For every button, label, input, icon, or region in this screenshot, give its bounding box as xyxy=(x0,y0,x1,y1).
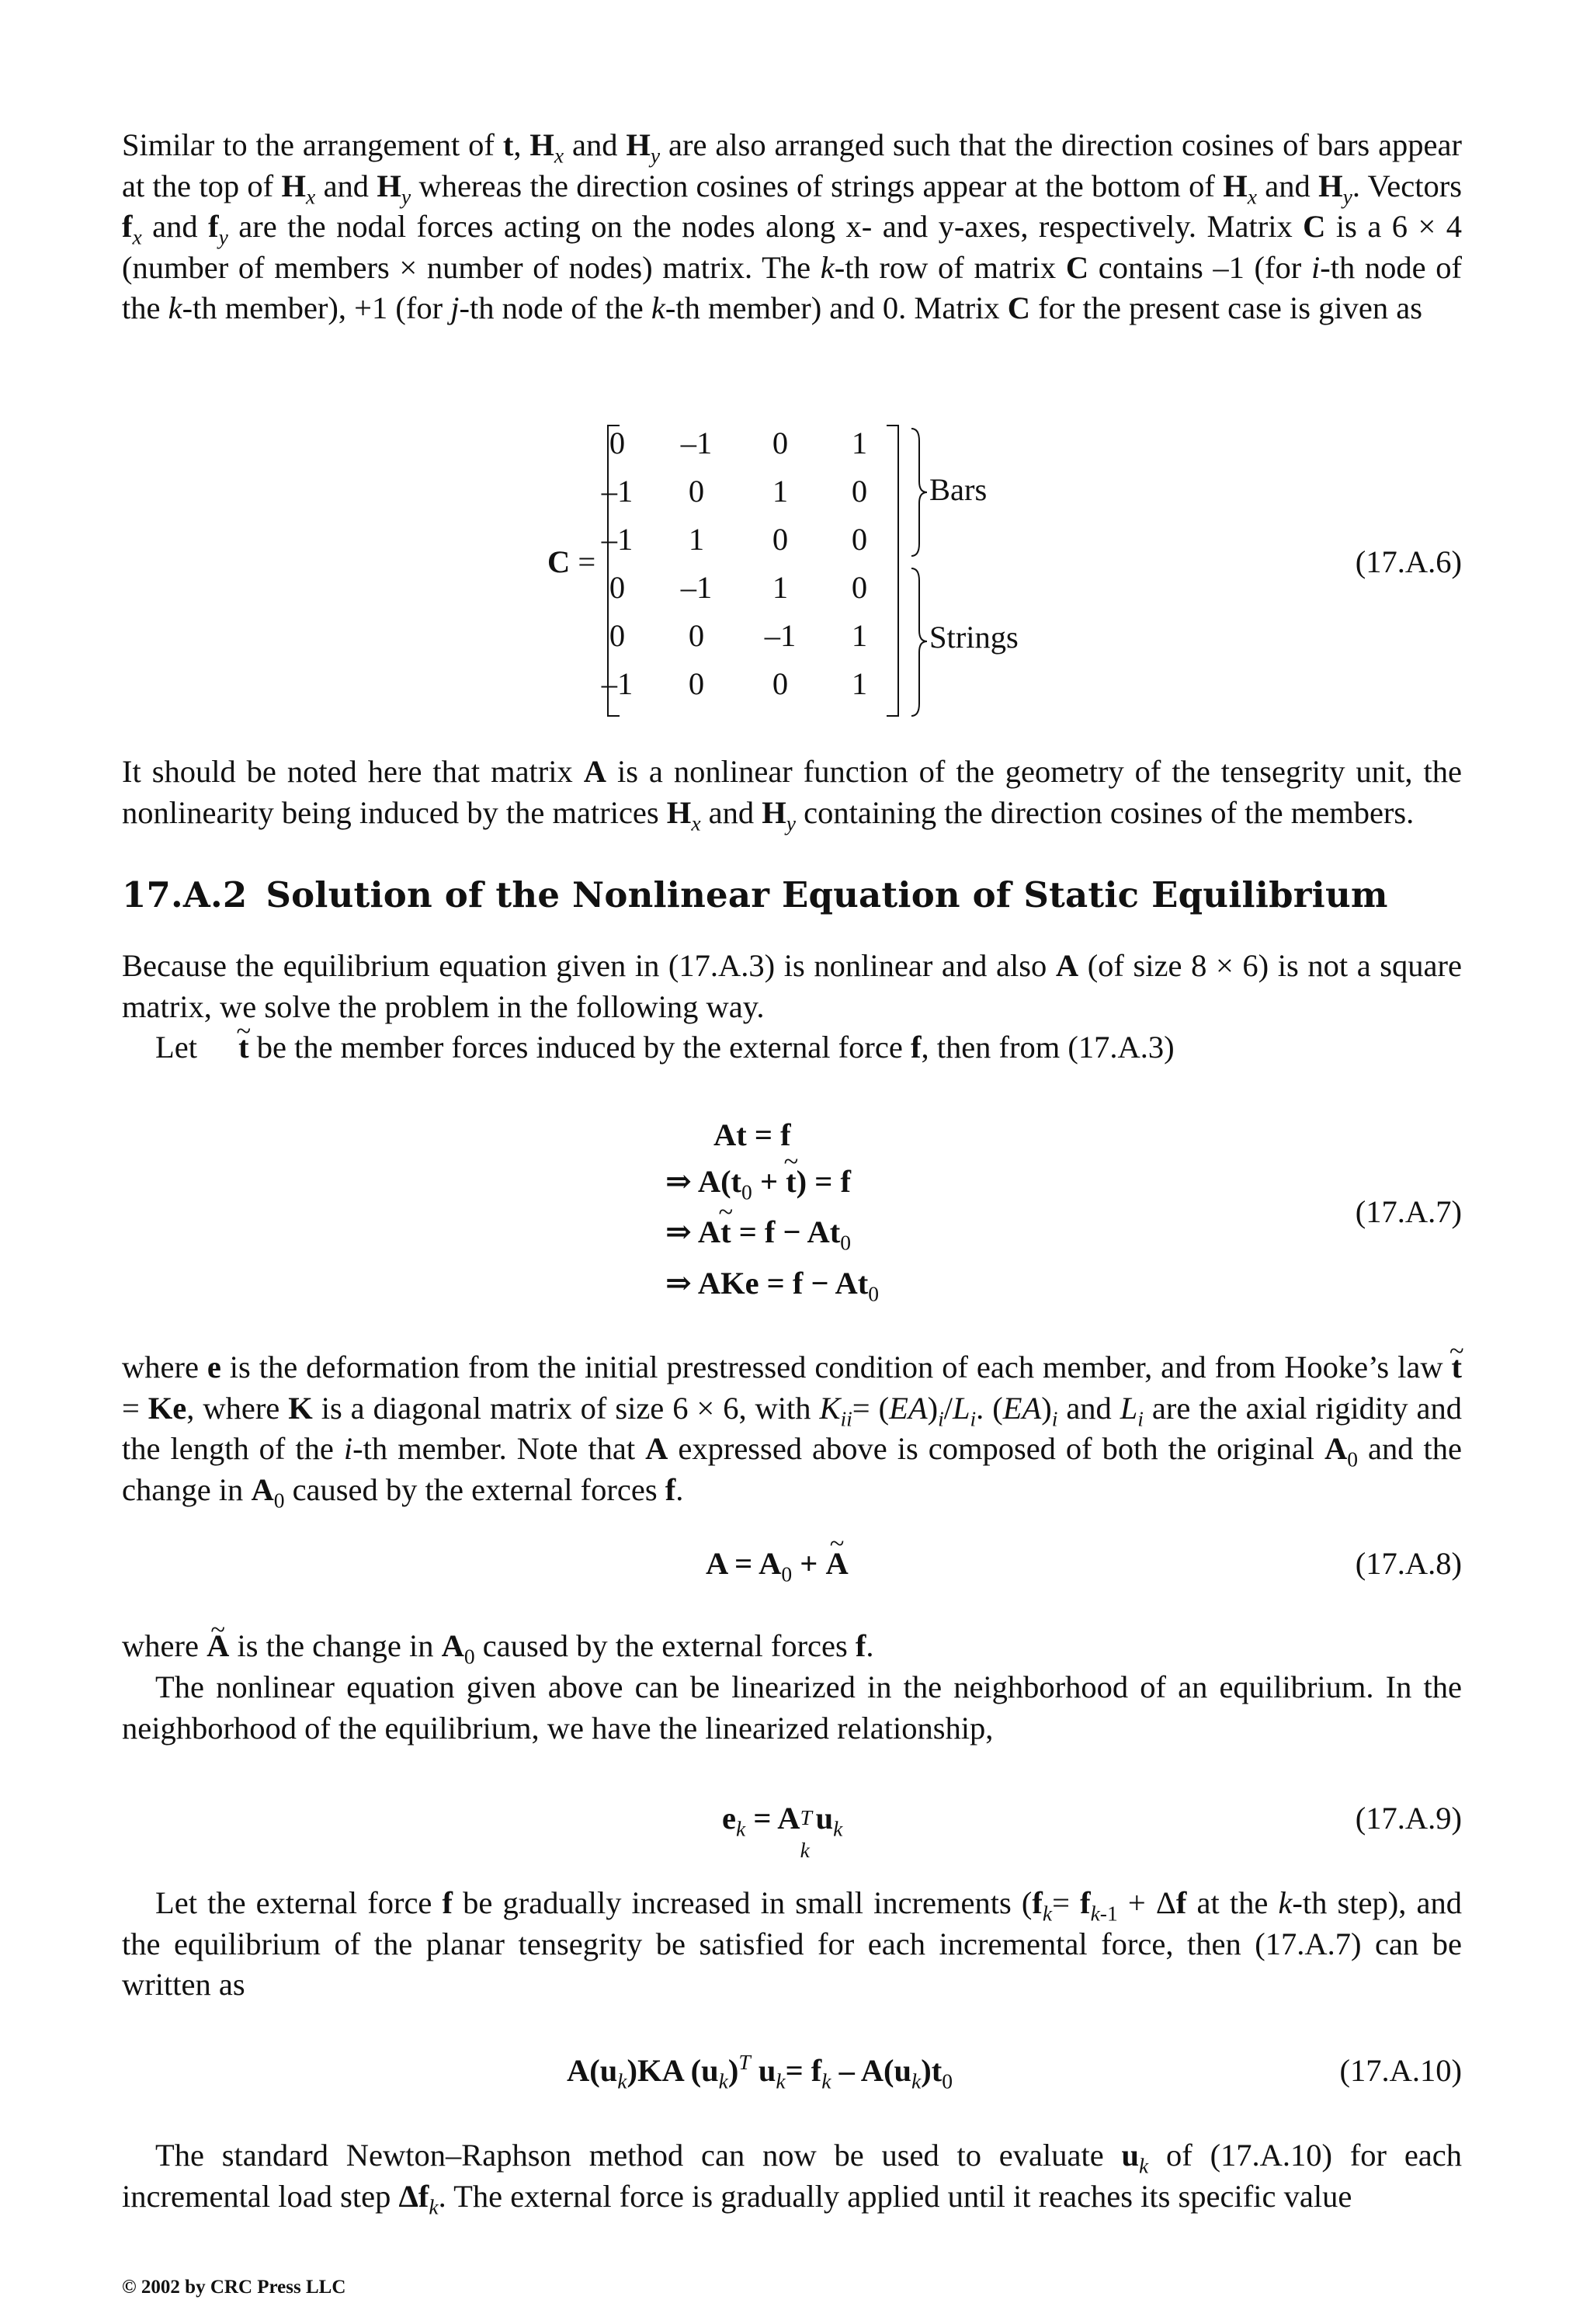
text: and xyxy=(315,168,377,203)
symbol: e xyxy=(722,1801,736,1836)
symbol: t xyxy=(502,127,514,162)
symbol: L xyxy=(1120,1390,1138,1426)
text: ) xyxy=(1041,1390,1052,1426)
matrix-cell: –1 xyxy=(680,426,713,460)
text: is a 6 × 4 (number of members × number of nodes) matrix. The xyxy=(122,209,1462,285)
equation-line xyxy=(665,1264,879,1306)
equation-line xyxy=(706,1545,849,1586)
symbol: k xyxy=(651,290,665,325)
text: of (17.A.10) for each incremental load step xyxy=(122,2138,1462,2214)
math: – A(u xyxy=(831,2053,912,2088)
math: At = f xyxy=(713,1117,791,1152)
text: is the change in xyxy=(229,1628,442,1663)
subscript: k xyxy=(911,2069,922,2093)
text: -th node of the xyxy=(459,290,651,325)
matrix-cell: 1 xyxy=(772,570,789,605)
symbol: H xyxy=(666,794,692,830)
text: . xyxy=(866,1628,874,1663)
text: whereas the direction cosines of strings appear at the bottom of xyxy=(411,168,1224,203)
copyright-footer: © 2002 by CRC Press LLC xyxy=(122,2277,346,2298)
symbol: A xyxy=(1055,948,1079,983)
text: The standard Newton–Raphson method can now be used to evaluate xyxy=(155,2138,1122,2173)
subscript: k xyxy=(800,1838,810,1862)
equation-line xyxy=(665,1162,851,1204)
matrix-cell: –1 xyxy=(601,474,634,509)
math: + xyxy=(752,1164,786,1199)
matrix-cell: 0 xyxy=(851,570,868,605)
math: A = A xyxy=(706,1546,782,1581)
text: is a diagonal matrix of size 6 × 6, with xyxy=(312,1390,820,1426)
matrix-cell: –1 xyxy=(764,618,797,653)
text: -th row of matrix xyxy=(834,249,1066,285)
subscript: i xyxy=(1137,1406,1144,1431)
text: + Δ xyxy=(1117,1885,1176,1920)
subscript: x xyxy=(132,224,142,249)
subscript: k xyxy=(776,2069,786,2093)
symbol: C xyxy=(547,544,571,579)
matrix-cell: –1 xyxy=(601,666,634,701)
subscript: k xyxy=(1090,1901,1100,1926)
symbol: K xyxy=(288,1390,313,1426)
subscript: ii xyxy=(840,1406,852,1431)
text: , where xyxy=(186,1390,289,1426)
matrix-cell: 0 xyxy=(772,666,789,701)
symbol: u xyxy=(815,1801,834,1836)
math: = A xyxy=(745,1801,800,1836)
text: -th node of the xyxy=(122,249,1463,325)
matrix-cell: 0 xyxy=(851,474,868,509)
paragraph-where-a xyxy=(122,1626,1462,1667)
text: -th member) and 0. Matrix xyxy=(665,290,1008,325)
matrix-cell: 1 xyxy=(851,426,868,460)
subscript: x xyxy=(306,184,316,209)
symbol: Ke xyxy=(148,1390,187,1426)
math: )KA (u xyxy=(627,2053,719,2088)
symbol: f xyxy=(910,1030,922,1065)
section-number: 17.A.2 xyxy=(122,874,248,915)
symbol: ~ t xyxy=(1452,1347,1463,1388)
equation-number: (17.A.10) xyxy=(1339,2053,1462,2088)
subscript: y xyxy=(650,143,661,168)
text: . ( xyxy=(976,1390,1003,1426)
symbol: H xyxy=(281,168,307,203)
text: caused by the external forces xyxy=(284,1471,665,1507)
bars-label: Bars xyxy=(929,472,988,507)
math: ) xyxy=(727,2053,739,2088)
text: , then from (17.A.3) xyxy=(921,1030,1175,1065)
symbol: H xyxy=(529,127,554,162)
symbol: i xyxy=(1311,249,1321,285)
subscript: 0 xyxy=(942,2069,953,2093)
text: = ( xyxy=(852,1390,890,1426)
matrix-equation xyxy=(122,415,1462,726)
subscript: 0 xyxy=(273,1488,285,1513)
symbol: Δf xyxy=(398,2178,429,2214)
symbol: f xyxy=(442,1885,453,1920)
math: )t xyxy=(921,2053,943,2088)
matrix-cell: 0 xyxy=(688,474,705,509)
matrix-cell: –1 xyxy=(601,522,634,557)
matrix-right-bracket xyxy=(887,425,899,717)
subscript: k xyxy=(833,1816,843,1841)
math: + xyxy=(792,1546,826,1581)
text: Similar to the arrangement of xyxy=(122,127,503,162)
math: = f − At xyxy=(731,1214,841,1249)
symbol: ~ t xyxy=(720,1214,731,1250)
equation-line xyxy=(665,1213,851,1255)
strings-label: Strings xyxy=(929,620,1019,655)
symbol: H xyxy=(377,168,401,203)
math: u xyxy=(750,2053,776,2088)
symbol: f xyxy=(1032,1885,1043,1920)
matrix-cell: 0 xyxy=(688,618,705,653)
subscript: k xyxy=(617,2069,627,2093)
text: caused by the external forces xyxy=(474,1628,856,1663)
superscript: T xyxy=(800,1805,812,1829)
text: where xyxy=(122,1628,207,1663)
section-title: Solution of the Nonlinear Equation of Static Equilibrium xyxy=(266,874,1388,915)
symbol: H xyxy=(1223,168,1248,203)
equation-number: (17.A.8) xyxy=(1355,1546,1462,1581)
subscript: i xyxy=(938,1406,944,1431)
equation-line xyxy=(713,1117,791,1153)
text: = xyxy=(1052,1885,1081,1920)
text: are also arranged such that the direction cosines of bars appear at the top of xyxy=(122,127,1462,203)
subscript: x xyxy=(1247,184,1257,209)
paragraph-because xyxy=(122,946,1462,1027)
text: contains –1 (for xyxy=(1088,249,1311,285)
symbol: i xyxy=(343,1431,353,1466)
matrix-cell: 0 xyxy=(609,618,626,653)
text: expressed above is composed of both the original xyxy=(668,1431,1325,1466)
text: is a nonlinear function of the geometry of the tensegrity unit, the nonlinearity being induced by the matrices xyxy=(122,754,1462,830)
subscript: 0 xyxy=(868,1281,879,1306)
math: = f xyxy=(785,2053,822,2088)
symbol: C xyxy=(1007,290,1031,325)
matrix-label xyxy=(547,544,595,580)
text: It should be noted here that matrix xyxy=(122,754,584,789)
text: are the axial rigidity and the length of the xyxy=(122,1390,1462,1466)
subscript: k xyxy=(718,2069,728,2093)
text: Because the equilibrium equation given in (17.A.3) is nonlinear and also xyxy=(122,948,1056,983)
symbol: EA xyxy=(889,1390,928,1426)
subscript: -1 xyxy=(1099,1901,1118,1926)
equals-sign: = xyxy=(578,544,596,579)
symbol: H xyxy=(626,127,651,162)
text: , xyxy=(513,127,530,162)
text: ) xyxy=(927,1390,939,1426)
math: ⇒ A(t xyxy=(665,1164,742,1199)
brace-icon xyxy=(908,427,932,718)
matrix-cell: 0 xyxy=(688,666,705,701)
paragraph-newton-raphson xyxy=(122,2135,1462,2217)
subscript: k xyxy=(821,2069,831,2093)
symbol: f xyxy=(1175,1885,1187,1920)
symbol: A xyxy=(1324,1431,1348,1466)
paragraph-where-e xyxy=(122,1347,1463,1513)
equation-line xyxy=(722,1800,843,1862)
matrix-cell: 0 xyxy=(772,426,789,460)
matrix-cell: 1 xyxy=(851,666,868,701)
text: where xyxy=(122,1350,207,1384)
symbol: L xyxy=(952,1390,970,1426)
symbol: C xyxy=(1065,249,1089,285)
matrix-cell: 0 xyxy=(609,570,626,605)
subscript: i xyxy=(970,1406,977,1431)
subscript: y xyxy=(218,224,228,249)
math: ) = f xyxy=(796,1164,851,1199)
subscript: x xyxy=(691,811,701,835)
text: be the member forces induced by the external force xyxy=(248,1030,911,1065)
text: -th step), and the equilibrium of the planar tensegrity be satisfied for each incremental force, then (17.A.7) can be written as xyxy=(122,1885,1462,2002)
equation-number: (17.A.9) xyxy=(1355,1801,1462,1836)
matrix-cell: 1 xyxy=(851,618,868,653)
symbol: H xyxy=(1318,168,1343,203)
subscript: 0 xyxy=(741,1179,752,1204)
matrix-cell: 0 xyxy=(609,426,626,460)
symbol: u xyxy=(1121,2138,1140,2173)
subscript: k xyxy=(1139,2153,1149,2178)
text: . Vectors xyxy=(1352,168,1462,203)
symbol: ~ A xyxy=(825,1545,848,1582)
symbol: H xyxy=(762,794,786,830)
paragraph-nonlinearity xyxy=(122,752,1462,833)
matrix-cell: 0 xyxy=(851,522,868,557)
subscript: i xyxy=(1051,1406,1058,1431)
symbol: C xyxy=(1303,209,1326,244)
paragraph-increments xyxy=(122,1883,1462,2006)
subscript: 0 xyxy=(840,1230,851,1255)
symbol: A xyxy=(251,1471,274,1507)
symbol: ~ t xyxy=(786,1163,797,1200)
equation-number: (17.A.7) xyxy=(1355,1194,1462,1229)
subscript: 0 xyxy=(1347,1447,1359,1471)
matrix-cell: 1 xyxy=(688,522,705,557)
symbol: ~ t xyxy=(205,1027,249,1068)
text: . xyxy=(675,1471,684,1507)
text: be gradually increased in small increments ( xyxy=(453,1885,1033,1920)
text: and xyxy=(141,209,209,244)
text: . The external force is gradually applied until it reaches its specific value xyxy=(438,2178,1352,2214)
math: ⇒ A xyxy=(665,1214,721,1249)
symbol: j xyxy=(450,290,460,325)
section-heading xyxy=(122,874,1388,915)
symbol: f xyxy=(855,1628,866,1663)
subscript: y xyxy=(786,811,797,835)
text: Let xyxy=(155,1030,206,1065)
symbol: k xyxy=(1278,1885,1293,1920)
text: for the present case is given as xyxy=(1030,290,1422,325)
symbol: f xyxy=(208,209,219,244)
subscript: k xyxy=(429,2194,439,2219)
symbol: A xyxy=(583,754,606,789)
text: = xyxy=(122,1390,148,1426)
text: and the change in xyxy=(122,1431,1462,1507)
symbol: e xyxy=(207,1350,221,1384)
matrix-cell: 1 xyxy=(772,474,789,509)
paragraph-intro xyxy=(122,125,1462,329)
text: is the deformation from the initial prestressed condition of each member, and from Hooke’s law xyxy=(220,1350,1452,1384)
text: The nonlinear equation given above can be linearized in the neighborhood of an equilibrium. In the neighborhood of the equilibrium, we have the linearized relationship, xyxy=(122,1669,1462,1746)
subscript: y xyxy=(1342,184,1352,209)
text: and xyxy=(700,794,762,830)
math: ⇒ AKe = f − At xyxy=(665,1266,869,1301)
text: at the xyxy=(1186,1885,1279,1920)
symbol: f xyxy=(1080,1885,1091,1920)
subscript: x xyxy=(554,143,564,168)
paragraph-let xyxy=(122,1027,1462,1068)
text: and xyxy=(1256,168,1319,203)
symbol: A xyxy=(645,1431,668,1466)
subscript: y xyxy=(401,184,411,209)
equation-number: (17.A.6) xyxy=(1355,544,1462,579)
symbol: ~ A xyxy=(207,1626,229,1667)
matrix-cell: –1 xyxy=(680,570,713,605)
subscript: 0 xyxy=(463,1644,475,1669)
symbol: f xyxy=(665,1471,676,1507)
subscript: k xyxy=(1042,1901,1053,1926)
paragraph-linearized xyxy=(122,1667,1462,1749)
text: containing the direction cosines of the members. xyxy=(796,794,1415,830)
text: -th member. Note that xyxy=(352,1431,646,1466)
symbol: f xyxy=(122,209,133,244)
subscript: k xyxy=(735,1816,746,1841)
symbol: A xyxy=(441,1628,464,1663)
matrix-cell: 0 xyxy=(772,522,789,557)
symbol: k xyxy=(168,290,182,325)
subscript: 0 xyxy=(781,1561,793,1586)
symbol: K xyxy=(819,1390,841,1426)
text: and xyxy=(1057,1390,1120,1426)
equation-line xyxy=(567,2049,953,2093)
text: and xyxy=(564,127,627,162)
text: Let the external force xyxy=(155,1885,443,1920)
text: / xyxy=(943,1390,953,1426)
symbol: EA xyxy=(1002,1390,1042,1426)
text: are the nodal forces acting on the nodes along x- and y-axes, respectively. Matrix xyxy=(227,209,1304,244)
superscript: T xyxy=(738,2049,751,2074)
math: A(u xyxy=(567,2053,618,2088)
symbol: k xyxy=(820,249,835,285)
text: -th member), +1 (for xyxy=(182,290,451,325)
text: (of size 8 × 6) is not a square matrix, we solve the problem in the following way. xyxy=(122,948,1462,1024)
